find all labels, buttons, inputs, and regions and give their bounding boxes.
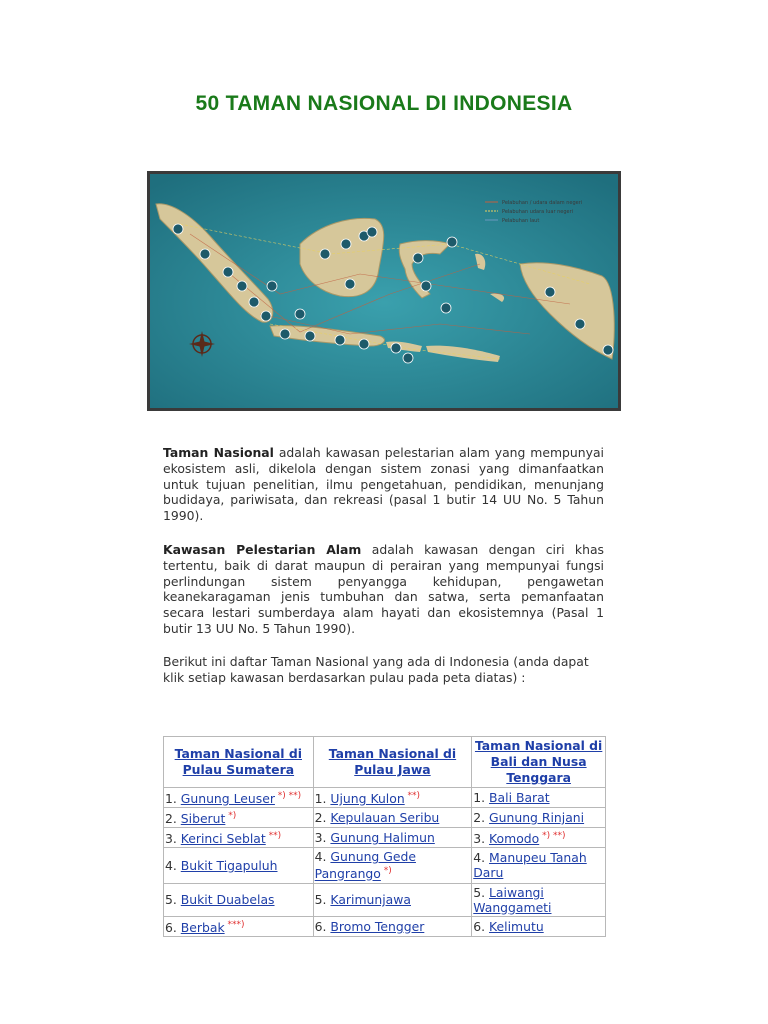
table-row <box>164 808 606 828</box>
term-kawasan-pelestarian: Kawasan Pelestarian Alam <box>163 542 362 557</box>
park-cell-sumatera <box>164 916 314 936</box>
legend-label-2: Pelabuhan udara luar negeri <box>502 209 574 215</box>
park-link[interactable]: Berbak <box>180 919 225 935</box>
park-number: 6. <box>165 919 181 935</box>
park-number: 3. <box>473 831 490 847</box>
park-note: *) **) <box>274 791 302 801</box>
park-cell-bali <box>472 808 606 828</box>
legend-label-1: Pelabuhan / udara dalam negeri <box>502 200 583 206</box>
park-cell-bali <box>472 848 606 883</box>
page-title: 50 TAMAN NASIONAL DI INDONESIA <box>195 92 573 115</box>
park-link[interactable]: Bali Barat <box>489 790 550 806</box>
park-link[interactable]: Gunung Rinjani <box>489 810 585 826</box>
park-link[interactable]: Kelimutu <box>489 918 544 934</box>
park-cell-sumatera <box>164 883 314 916</box>
definition-text: adalah kawasan dengan ciri khas tertentu, baik di darat maupun di perairan yang mempunyai fungsi perlindungan sistem penyangga kehidupan, pengawetan keanekaragaman jenis tumbuhan dan satwa, serta pemanfaatan secara lestari sumberdaya alam hayati dan ekosistemnya (Pasal 1 butir 13 UU No. 5 Tahun 1990). <box>163 542 604 636</box>
park-number: 1. <box>473 790 490 806</box>
park-link[interactable]: Ujung Kulon <box>330 791 405 807</box>
table-row <box>164 916 606 936</box>
park-cell-bali <box>472 788 606 808</box>
intro-text: Berikut ini daftar Taman Nasional yang ada di Indonesia (anda dapat klik setiap kawasan berdasarkan pulau pada peta diatas) : <box>163 654 589 685</box>
park-number: 4. <box>473 850 490 866</box>
park-link[interactable]: Kerinci Seblat <box>180 831 266 847</box>
term-taman-nasional: Taman Nasional <box>163 445 274 460</box>
park-link[interactable]: Karimunjawa <box>330 892 411 907</box>
park-cell-jawa <box>313 828 472 848</box>
park-cell-sumatera <box>164 808 314 828</box>
park-number: 3. <box>314 830 331 846</box>
header-jawa[interactable]: Taman Nasional di Pulau Jawa <box>313 737 472 788</box>
national-parks-table <box>163 736 606 937</box>
park-link[interactable]: Laiwangi Wanggameti <box>473 884 552 915</box>
table-row <box>164 788 606 808</box>
park-note: **) <box>404 791 421 801</box>
park-note: *) **) <box>539 831 566 842</box>
legend-label-3: Pelabuhan laut <box>502 218 540 224</box>
park-link[interactable]: Gunung Leuser <box>180 791 275 807</box>
park-number: 6. <box>314 918 331 934</box>
table-row <box>164 883 606 916</box>
park-number: 3. <box>165 831 181 847</box>
park-number: 6. <box>473 918 490 934</box>
park-note: *) <box>380 866 392 877</box>
park-cell-bali <box>472 883 606 916</box>
park-number: 1. <box>314 791 331 807</box>
table-row <box>164 828 606 848</box>
park-note: ***) <box>224 919 245 930</box>
park-link[interactable]: Bukit Duabelas <box>180 892 275 907</box>
park-number: 2. <box>165 811 181 827</box>
park-link[interactable]: Kepulauan Seribu <box>330 810 440 826</box>
park-cell-jawa <box>313 808 472 828</box>
park-link[interactable]: Siberut <box>180 811 226 827</box>
park-link[interactable]: Bukit Tigapuluh <box>180 857 278 873</box>
park-number: 4. <box>165 857 181 873</box>
park-note: **) <box>265 831 282 842</box>
park-cell-bali <box>472 828 606 848</box>
park-cell-jawa <box>313 848 472 883</box>
definition-taman-nasional <box>163 445 604 524</box>
park-cell-sumatera <box>164 828 314 848</box>
park-cell-sumatera <box>164 848 314 883</box>
park-cell-bali <box>472 916 606 936</box>
indonesia-map[interactable] <box>147 171 621 411</box>
park-number: 5. <box>165 892 181 907</box>
park-number: 1. <box>165 791 181 807</box>
park-link[interactable]: Manupeu Tanah Daru <box>473 850 587 881</box>
header-bali-nusa-tenggara[interactable]: Taman Nasional di Bali dan Nusa Tenggara <box>472 737 606 788</box>
park-number: 2. <box>473 810 490 826</box>
park-number: 5. <box>473 884 490 900</box>
definition-text: adalah kawasan pelestarian alam yang mempunyai ekosistem asli, dikelola dengan sistem zonasi yang dimanfaatkan untuk tujuan penelitian, ilmu pengetahuan, pendidikan, menunjang budidaya, pariwisata, dan rekreasi (pasal 1 butir 14 UU No. 5 Tahun 1990). <box>163 445 604 524</box>
park-link[interactable]: Gunung Gede Pangrango <box>314 849 416 882</box>
park-number: 2. <box>314 810 331 826</box>
park-link[interactable]: Komodo <box>489 831 540 847</box>
park-link[interactable]: Gunung Halimun <box>330 830 435 846</box>
header-sumatera[interactable]: Taman Nasional di Pulau Sumatera <box>164 737 314 788</box>
definition-kawasan-pelestarian <box>163 542 604 637</box>
table-row <box>164 848 606 883</box>
park-cell-jawa <box>313 883 472 916</box>
park-number: 5. <box>314 892 331 907</box>
park-note: *) <box>225 811 237 822</box>
park-link[interactable]: Bromo Tengger <box>330 918 425 934</box>
park-cell-jawa <box>313 916 472 936</box>
park-number: 4. <box>314 849 331 865</box>
park-cell-jawa <box>313 788 472 808</box>
park-cell-sumatera <box>164 788 314 808</box>
